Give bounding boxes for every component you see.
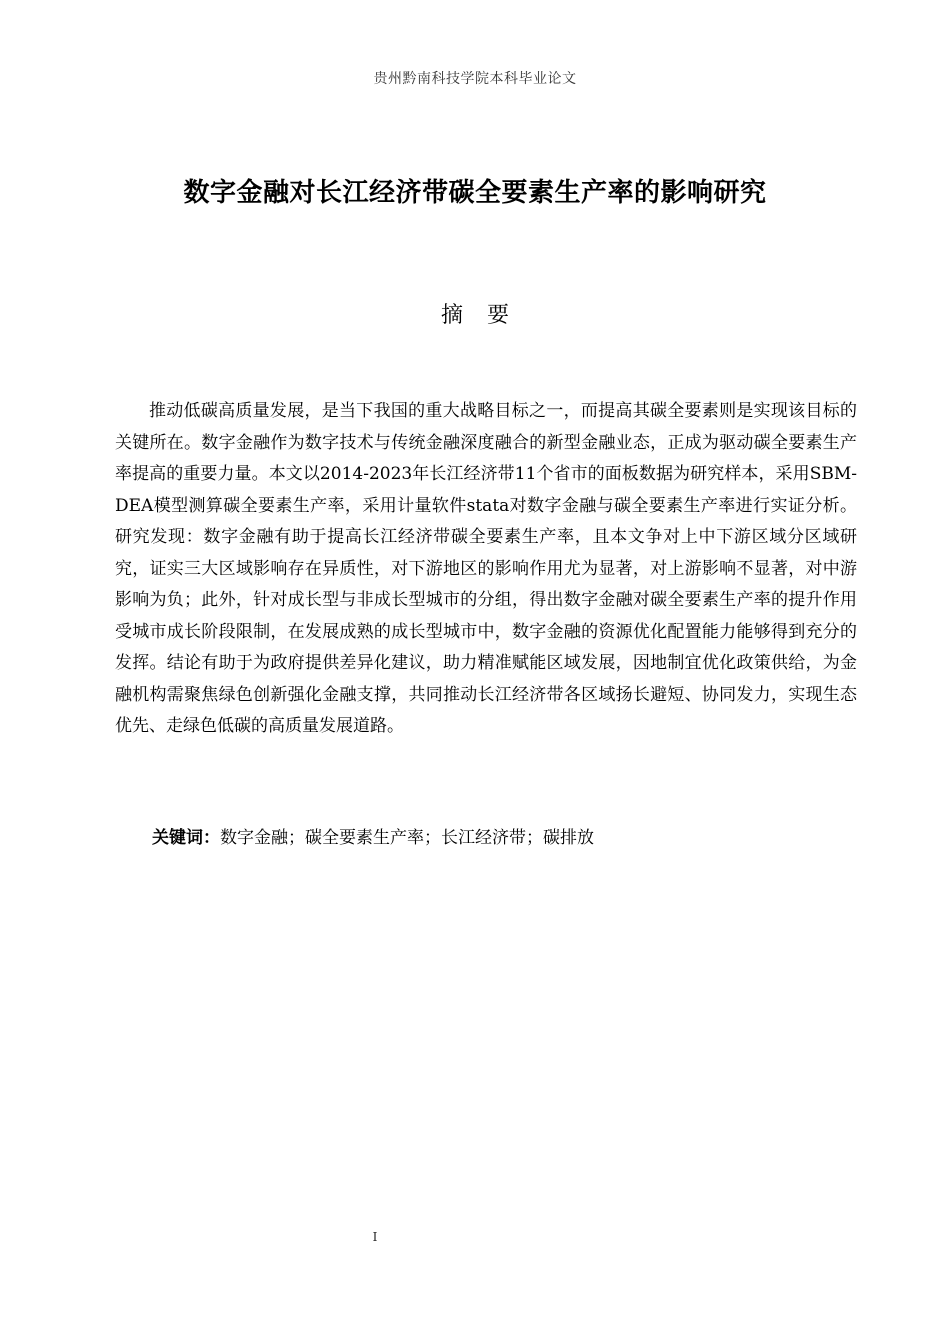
keywords-text: 数字金融；碳全要素生产率；长江经济带；碳排放 <box>220 828 594 848</box>
keywords-label: 关键词： <box>152 828 220 848</box>
keywords-line <box>152 824 852 852</box>
abstract-body: 推动低碳高质量发展，是当下我国的重大战略目标之一，而提高其碳全要素则是实现该目标的关键所在。数字金融作为数字技术与传统金融深度融合的新型金融业态，正成为驱动碳全要素生产率提高的重要力量。本文以2014-2023年长江经济带11个省市的面板数据为研究样本，采用SBM-DEA模型测算碳全要素生产率，采用计量软件stata对数字金融与碳全要素生产率进行实证分析。研究发现：数字金融有助于提高长江经济带碳全要素生产率，且本文争对上中下游区域分区域研究，证实三大区域影响存在异质性，对下游地区的影响作用尤为显著，对上游影响不显著，对中游影响为负；此外，针对成长型与非成长型城市的分组，得出数字金融对碳全要素生产率的提升作用受城市成长阶段限制，在发展成熟的成长型城市中，数字金融的资源优化配置能力能够得到充分的发挥。结论有助于为政府提供差异化建议，助力精准赋能区域发展，因地制宜优化政策供给，为金融机构需聚焦绿色创新强化金融支撑，共同推动长江经济带各区域扬长避短、协同发力，实现生态优先、走绿色低碳的高质量发展道路。 <box>115 401 857 736</box>
abstract-heading: 摘要 <box>440 303 533 328</box>
page-number: I <box>372 1230 378 1244</box>
thesis-title: 数字金融对长江经济带碳全要素生产率的影响研究 <box>183 178 767 208</box>
running-header: 贵州黔南科技学院本科毕业论文 <box>373 71 577 87</box>
